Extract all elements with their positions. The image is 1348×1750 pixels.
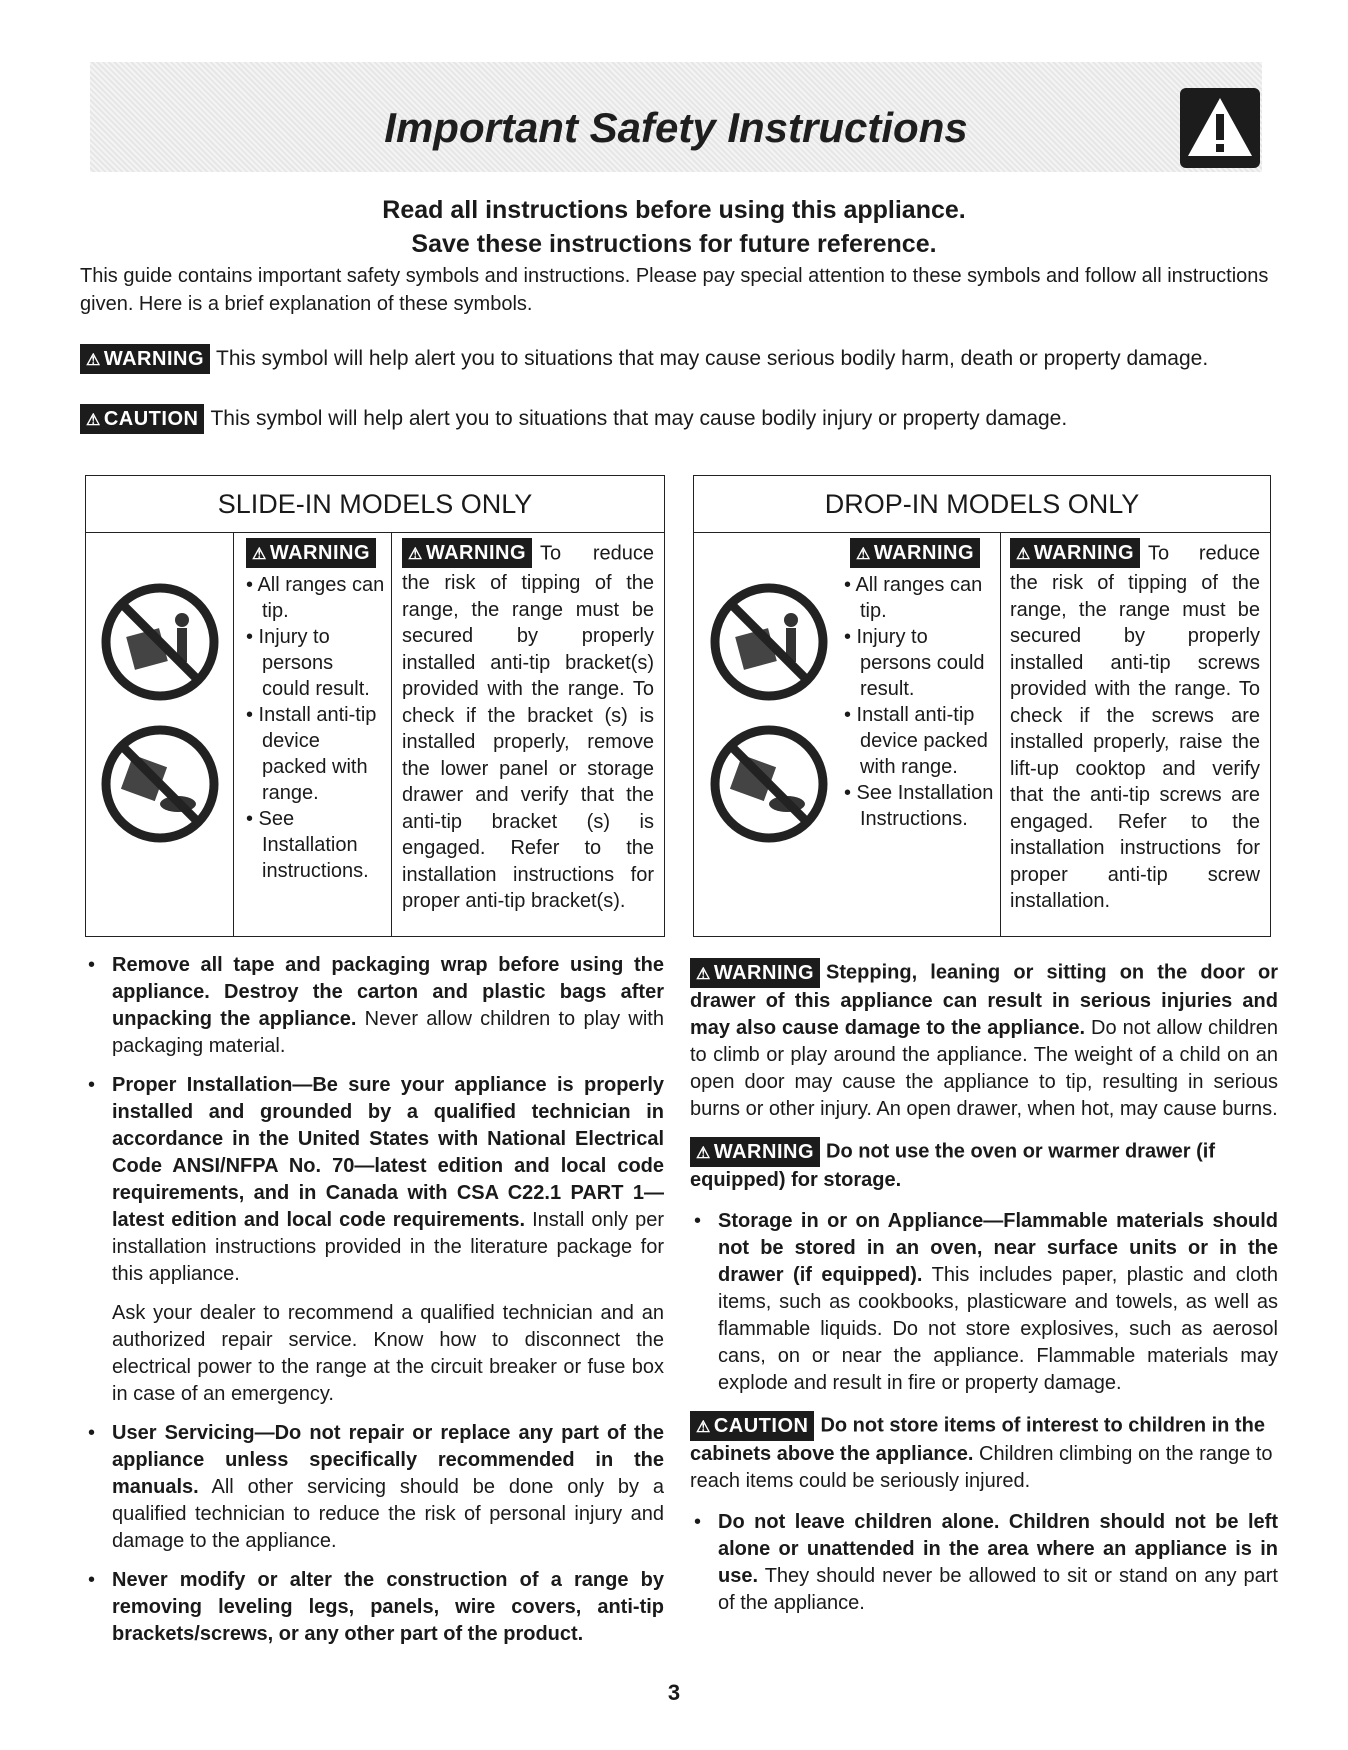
warning-badge	[80, 344, 210, 374]
caution-badge-label: CAUTION	[103, 408, 199, 431]
body-text: Never allow children to play with packaging material.	[112, 1008, 664, 1057]
alert-triangle-icon: ⚠	[408, 546, 423, 563]
warning-badge-label: WARNING	[873, 542, 975, 564]
list-item: • See Installation Instructions.	[844, 782, 994, 830]
warning-badge-label: WARNING	[269, 542, 371, 564]
title-banner	[90, 62, 1262, 172]
alert-triangle-icon: ⚠	[696, 1419, 711, 1436]
slide-in-right-text: To reduce the risk of tipping of the range, the range must be secured by properly installed anti-tip bracket(s) provided with the range. To check if the bracket (s) is installed properly, remove the lower panel or storage drawer and verify that the anti-tip bracket (s) is engaged. Refer to the installation instructions for proper anti-tip bracket(s).	[402, 542, 654, 912]
bold-text: Never modify or alter the construction of a range by removing leveling legs, panels, wire covers, anti-tip brackets/screws, or any other part of the product.	[112, 1569, 664, 1645]
list-item	[84, 1567, 664, 1648]
warning-symbol-text: This symbol will help alert you to situations that may cause serious bodily harm, death or property damage.	[216, 347, 1209, 370]
bold-text: User Servicing—Do not repair or replace any part of the appliance unless specifically recommended in the manuals.	[112, 1422, 664, 1498]
alert-triangle-icon: ⚠	[86, 352, 101, 370]
body-text: Do not allow children to climb or play around the appliance. The weight of a child on an open door may cause the appliance to tip, resulting in serious burns or other injury. An open drawer, when hot, may cause burns.	[690, 1017, 1279, 1120]
intro-text: This guide contains important safety symbols and instructions. Please pay special attention to these symbols and follow all instructions given. Here is a brief explanation of these symbols.	[80, 265, 1269, 315]
warning-badge	[402, 538, 532, 568]
warning-triangle-icon	[1180, 88, 1260, 168]
caution-symbol-text: This symbol will help alert you to situations that may cause bodily injury or property damage.	[210, 407, 1068, 430]
warning-badge-label: WARNING	[1033, 542, 1135, 564]
list-item: • All ranges can tip.	[844, 574, 983, 622]
tip-illustrations	[694, 532, 844, 844]
caution-symbol-row	[80, 402, 1270, 436]
slide-in-bullets	[246, 532, 386, 884]
warning-symbol-row	[80, 342, 1270, 376]
warning-badge-label: WARNING	[713, 1141, 815, 1163]
warning-badge	[850, 538, 980, 568]
caution-paragraph	[690, 1411, 1278, 1495]
divider	[391, 532, 392, 936]
alert-triangle-icon: ⚠	[86, 412, 101, 430]
warning-paragraph	[690, 1137, 1278, 1194]
warning-badge-label: WARNING	[713, 962, 815, 984]
no-tipping-icon	[709, 724, 829, 844]
no-tipping-icon	[709, 582, 829, 702]
warning-badge	[246, 538, 376, 568]
page-title: Important Safety Instructions	[384, 104, 968, 151]
no-tipping-icon	[100, 582, 220, 702]
warning-badge	[690, 1137, 820, 1167]
slide-in-box	[85, 475, 665, 937]
list-item: • All ranges can tip.	[246, 574, 385, 622]
list-item: • Install anti-tip device packed with range.	[246, 704, 377, 804]
list-item	[84, 1420, 664, 1555]
list-item	[690, 1509, 1278, 1617]
list-item: • See Installation instructions.	[246, 808, 369, 882]
alert-triangle-icon: ⚠	[252, 546, 267, 563]
bold-text: Do not leave children alone. Children should not be left alone or unattended in the area where an appliance is in use.	[718, 1511, 1278, 1587]
bold-text: Do not use the oven or warmer drawer (if equipped) for storage.	[690, 1140, 1215, 1191]
alert-triangle-icon: ⚠	[696, 966, 711, 983]
alert-triangle-icon: ⚠	[856, 546, 871, 563]
header-line-1: Read all instructions before using this appliance.	[382, 196, 966, 224]
body-text: This includes paper, plastic and cloth items, such as cookbooks, plasticware and towels, as well as flammable liquids. Do not store explosives, such as aerosol cans, on or near the appliance. Flammable materials may explode and result in fire or property damage.	[718, 1264, 1278, 1394]
warning-badge	[1010, 538, 1140, 568]
no-tipping-icon	[100, 724, 220, 844]
slide-in-warning-text	[402, 538, 654, 915]
body-text: Install only per installation instructions provided in the literature package for this appliance.	[112, 1209, 664, 1285]
body-paragraph: Ask your dealer to recommend a qualified technician and an authorized repair service. Know how to disconnect the electrical power to the range at the circuit breaker or fuse box in case of an emergency.	[112, 1302, 664, 1405]
caution-badge	[80, 404, 204, 434]
drop-in-box	[693, 475, 1271, 937]
drop-in-warning-text	[1010, 538, 1260, 915]
drop-in-title: DROP-IN MODELS ONLY	[694, 476, 1270, 533]
bold-text: Proper Installation—Be sure your appliance is properly installed and grounded by a qualified technician in accordance in the United States with National Electrical Code ANSI/NFPA No. 70—latest edition and local code requirements, and in Canada with CSA C22.1 PART 1—latest edition and local code requirements.	[112, 1074, 664, 1231]
bold-text: Storage in or on Appliance—Flammable materials should not be stored in an oven, near surface units or in the drawer (if equipped).	[718, 1210, 1278, 1286]
body-text: All other servicing should be done only by a qualified technician to reduce the risk of personal injury and damage to the appliance.	[112, 1476, 664, 1552]
warning-paragraph	[690, 958, 1278, 1123]
drop-in-right-text: To reduce the risk of tipping of the range, the range must be secured by properly installed anti-tip screws provided with the range. To check if the screws are installed properly, raise the lift-up cooktop and verify that the anti-tip screws are engaged. Refer to the installation instructions for proper anti-tip screw installation.	[1010, 542, 1260, 912]
tip-illustrations	[86, 532, 234, 844]
page-number: 3	[667, 1680, 681, 1705]
list-item	[84, 952, 664, 1060]
alert-triangle-icon: ⚠	[696, 1145, 711, 1162]
body-text: They should never be allowed to sit or stand on any part of the appliance.	[718, 1565, 1278, 1614]
bold-text: Remove all tape and packaging wrap before using the appliance. Destroy the carton and plastic bags after unpacking the appliance.	[112, 954, 664, 1030]
warning-badge-label: WARNING	[425, 542, 527, 564]
right-column	[690, 958, 1278, 1617]
bold-text: Do not store items of interest to children in the cabinets above the appliance.	[690, 1414, 1265, 1465]
list-item	[690, 1208, 1278, 1397]
warning-badge	[690, 958, 820, 988]
left-column	[84, 952, 664, 1648]
drop-in-bullets	[844, 532, 994, 832]
caution-badge-label: CAUTION	[713, 1415, 809, 1437]
body-text: Children climbing on the range to reach items could be seriously injured.	[690, 1443, 1273, 1492]
slide-in-title: SLIDE-IN MODELS ONLY	[86, 476, 664, 533]
divider	[1000, 532, 1001, 936]
list-item: • Install anti-tip device packed with range.	[844, 704, 988, 778]
bold-text: Stepping, leaning or sitting on the door or drawer of this appliance can result in serious injuries and may also cause damage to the appliance.	[690, 961, 1278, 1039]
caution-badge	[690, 1411, 814, 1441]
list-item	[84, 1072, 664, 1288]
alert-triangle-icon: ⚠	[1016, 546, 1031, 563]
list-item: • Injury to persons could result.	[246, 626, 370, 700]
warning-badge-label: WARNING	[103, 348, 205, 371]
list-item: • Injury to persons could result.	[844, 626, 985, 700]
header-line-2: Save these instructions for future reference.	[411, 230, 937, 258]
